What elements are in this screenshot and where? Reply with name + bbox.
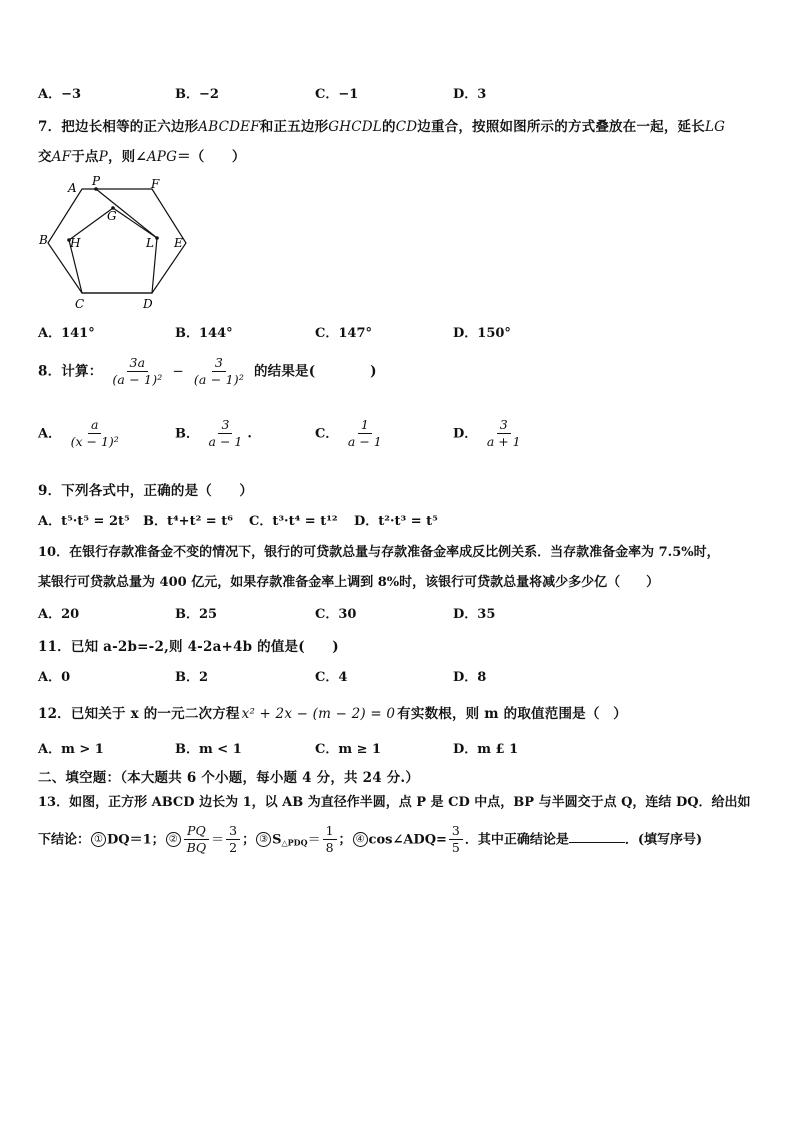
q7-stem-line2: 交AF于点P，则∠APG＝（ ） xyxy=(38,149,246,165)
q13-answer-blank[interactable] xyxy=(569,830,625,843)
section-fill-in-heading: 二、填空题：（本大题共 6 个小题，每小题 4 分，共 24 分.） xyxy=(38,770,420,786)
q8-fraction-1: $\frac{3a}{\text{(a − 1)²}}$ xyxy=(112,355,163,388)
q12-equation: x² + 2x − (m − 2) = 0 xyxy=(241,706,396,722)
q10-stem-line1: 10．在银行存款准备金不变的情况下，银行的可贷款总量与存款准备金率成反比例关系．当存款准备金率为 7.5%时， xyxy=(38,545,720,560)
q9-option-d: D．t²·t³ = t⁵ xyxy=(354,514,438,529)
q8-stem: 8．计算： $\frac{3a}{\text{(a − 1)²}}$ − $\frac{3}{\text{(a − 1)²}}$ 的结果是( ) xyxy=(38,355,377,388)
q10-option-c: C．30 xyxy=(315,607,357,622)
q7-option-b: B．144° xyxy=(175,326,233,341)
q11-option-d: D．8 xyxy=(453,670,487,685)
label-b: B xyxy=(39,233,48,247)
q8-fraction-2: $\frac{3}{\text{(a − 1)²}}$ xyxy=(193,355,245,388)
q12-option-d: D．m £ 1 xyxy=(453,742,519,757)
q6-option-c: C．−1 xyxy=(315,87,359,102)
q12-stem: 12．已知关于 x 的一元二次方程 x² + 2x − (m − 2) = 0 有实数根，则 m 的取值范围是（ ） xyxy=(38,706,627,722)
q10-option-b: B．25 xyxy=(175,607,218,622)
q13-stem-line1: 13．如图，正方形 ABCD 边长为 1，以 AB 为直径作半圆，点 P 是 CD 中点，BP 与半圆交于点 Q，连结 DQ．给出如 xyxy=(38,795,751,810)
label-h: H xyxy=(70,236,81,250)
q13-stem-line2: 下结论： ① DQ＝1； ② $\frac{PQ}{BQ}$ ＝ $\frac{3}{2}$ ； ③ $S_{\triangle PDQ}=$ $\frac{1}{8}$ ； ④ cos∠ADQ= $\frac{3}{5}$ ．其中正确结论是 ．(填写序号) xyxy=(38,823,703,856)
label-g: G xyxy=(107,209,117,223)
q10-stem-line2: 某银行可贷款总量为 400 亿元，如果存款准备金率上调到 8%时，该银行可贷款总量将减少多少亿（ ） xyxy=(38,575,660,590)
label-c: C xyxy=(75,297,85,311)
q11-option-b: B．2 xyxy=(175,670,209,685)
q9-option-c: C．t³·t⁴ = t¹² xyxy=(249,514,338,529)
q9-stem: 9．下列各式中，正确的是（ ） xyxy=(38,483,254,499)
q7-option-d: D．150° xyxy=(453,326,511,341)
label-p: P xyxy=(92,174,101,188)
q7-stem-line1: 7．把边长相等的正六边形ABCDEF和正五边形GHCDL的CD边重合，按照如图所示的方式叠放在一起，延长LG xyxy=(38,119,726,135)
q7-figure xyxy=(30,170,200,315)
label-l: L xyxy=(146,236,154,250)
q11-stem: 11．已知 a-2b=-2,则 4-2a+4b 的值是( ) xyxy=(38,639,339,655)
q12-option-a: A．m > 1 xyxy=(38,742,104,757)
q12-option-c: C．m ≥ 1 xyxy=(315,742,382,757)
label-d: D xyxy=(143,297,153,311)
q8-option-c: C． $\frac{1}{a - 1}$ xyxy=(315,417,382,450)
q8-option-d: D． $\frac{3}{a + 1}$ xyxy=(453,417,521,450)
q7-option-c: C．147° xyxy=(315,326,372,341)
q9-option-a: A．t⁵·t⁵ = 2t⁵ xyxy=(38,514,130,529)
q11-option-a: A．0 xyxy=(38,670,71,685)
label-e: E xyxy=(174,236,183,250)
label-a: A xyxy=(68,181,77,195)
q6-option-b: B．−2 xyxy=(175,87,219,102)
q6-option-d: D．3 xyxy=(453,87,487,102)
q10-option-d: D．35 xyxy=(453,607,496,622)
q8-option-a: A． $\frac{a}{\text{(x − 1)²}}$ xyxy=(38,417,119,450)
q11-option-c: C．4 xyxy=(315,670,348,685)
q12-option-b: B．m < 1 xyxy=(175,742,242,757)
q8-option-b: B． $\frac{3}{a - 1}$ . xyxy=(175,417,252,450)
q6-option-a: A．−3 xyxy=(38,87,82,102)
label-f: F xyxy=(151,177,160,191)
q7-option-a: A．141° xyxy=(38,326,95,341)
q9-option-b: B．t⁴+t² = t⁶ xyxy=(143,514,233,529)
q10-option-a: A．20 xyxy=(38,607,80,622)
